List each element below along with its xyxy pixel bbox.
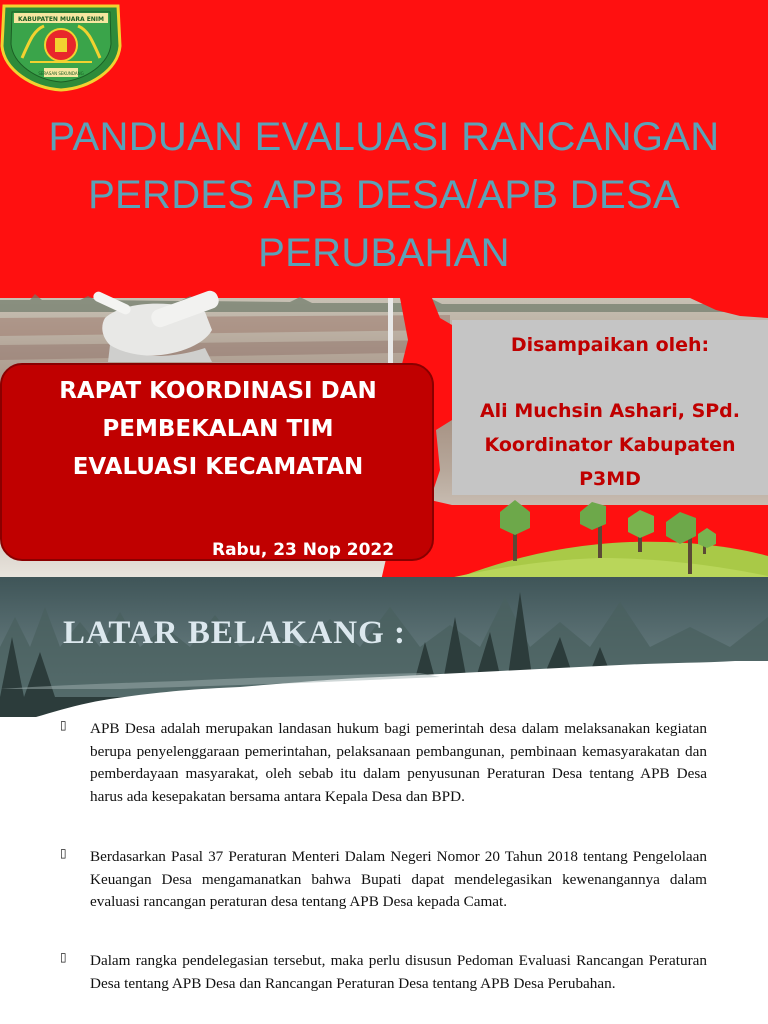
meeting-line: RAPAT KOORDINASI DAN xyxy=(59,378,377,404)
meeting-line: PEMBEKALAN TIM xyxy=(102,416,334,442)
presenter-label: Disampaikan oleh: xyxy=(510,334,710,356)
open-box-bullet-icon: ▯ xyxy=(60,950,67,964)
svg-text:SERASAN SEKUNDANG: SERASAN SEKUNDANG xyxy=(38,71,84,76)
wind-turbine xyxy=(92,289,221,362)
meeting-line: EVALUASI KECAMATAN xyxy=(72,454,364,480)
open-box-bullet-icon: ▯ xyxy=(60,846,67,860)
bullet-text: Dalam rangka pendelegasian tersebut, maka perlu disusun Pedoman Evaluasi Rancangan Peraturan Desa tentang APB Desa dan Rancangan Peraturan Desa tentang APB Desa Perubahan. xyxy=(90,952,707,992)
title-line: PERUBAHAN xyxy=(258,231,510,275)
slide-title xyxy=(0,108,768,282)
bullet-text: Berdasarkan Pasal 37 Peraturan Menteri Dalam Negeri Nomor 20 Tahun 2018 tentang Pengelolaan Keuangan Desa mengamanatkan bahwa Bupati dapat mendelegasikan kewenangannya dalam evaluasi rancangan peraturan desa tentang APB Desa kepada Camat. xyxy=(90,848,707,910)
meeting-title xyxy=(20,372,416,486)
presenter-program: P3MD xyxy=(579,468,641,490)
presenter-name: Ali Muchsin Ashari, SPd. xyxy=(479,400,741,422)
section-heading: LATAR BELAKANG : xyxy=(63,615,406,651)
background-slide xyxy=(0,577,768,1024)
title-line: PERDES APB DESA/APB DESA xyxy=(88,173,680,217)
meeting-date: Rabu, 23 Nop 2022 xyxy=(212,540,395,560)
bullet-text: APB Desa adalah merupakan landasan hukum bagi pemerintah desa dalam melaksanakan kegiatan berupa penyelenggaraan pemerintahan, pelaksanaan pembangunan, pembinaan kemasyarakatan dan pemberdayaan masyarakat, oleh sebab itu dalam penyusunan Peraturan Desa tentang APB Desa harus ada kesepakatan bersama antara Kepala Desa dan BPD. xyxy=(90,720,707,805)
open-box-bullet-icon: ▯ xyxy=(60,718,67,732)
presenter-role: Koordinator Kabupaten xyxy=(484,434,736,456)
title-line: PANDUAN EVALUASI RANCANGAN xyxy=(48,115,720,159)
presenter-details xyxy=(452,394,768,496)
svg-text:KABUPATEN MUARA ENIM: KABUPATEN MUARA ENIM xyxy=(17,16,105,23)
regency-logo-icon xyxy=(0,0,122,92)
